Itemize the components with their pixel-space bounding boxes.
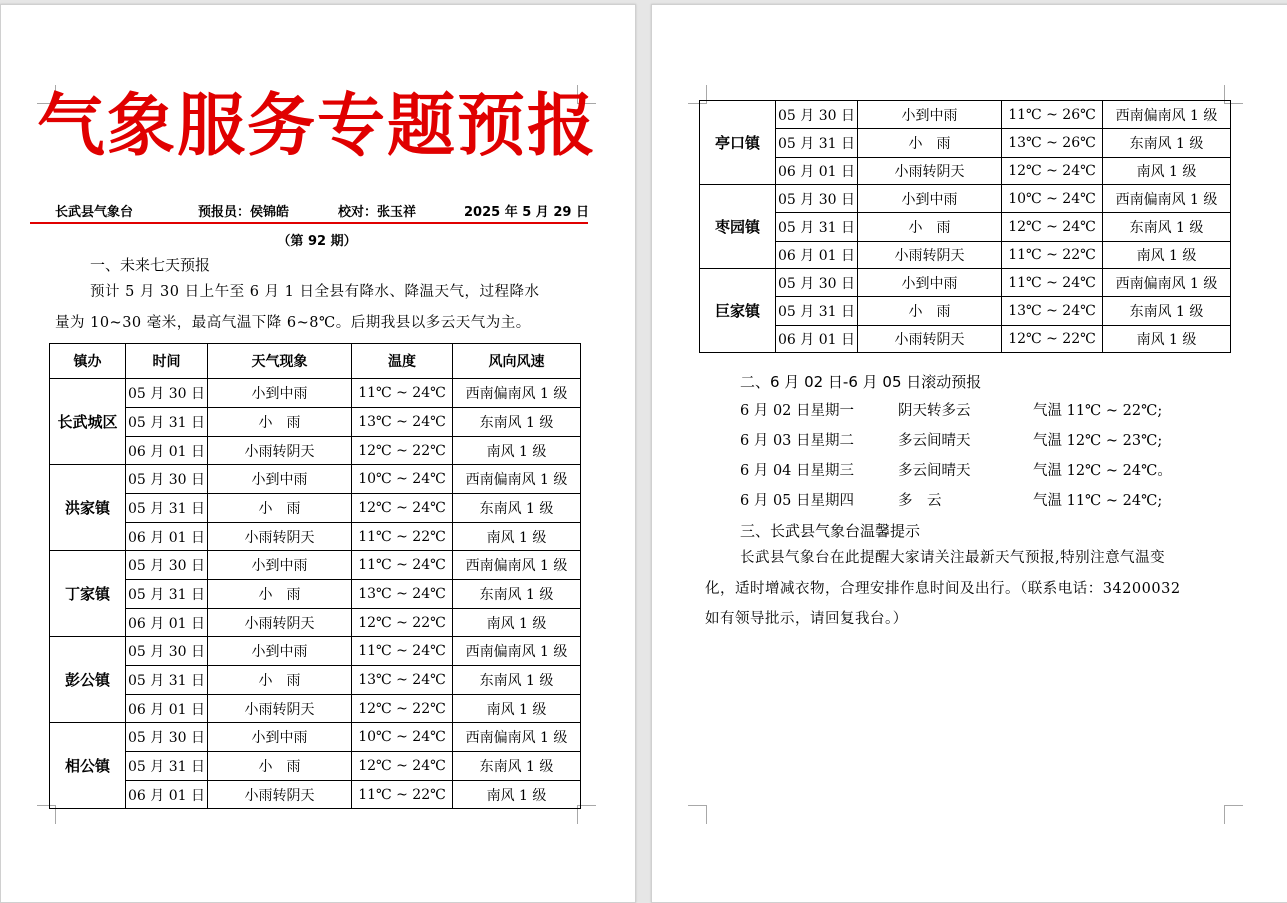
wind-cell: 西南偏南风 1 级	[453, 379, 581, 408]
wind-cell: 南风 1 级	[453, 695, 581, 723]
weather-cell: 小 雨	[208, 666, 352, 695]
weather-cell: 小到中雨	[208, 551, 352, 580]
header-info-row	[55, 201, 589, 221]
rolling-weather: 多 云	[898, 493, 942, 509]
weather-cell: 小到中雨	[208, 465, 352, 494]
document-title: 气象服务专题预报	[36, 87, 597, 166]
temp-cell: 12℃ ~ 24℃	[1002, 213, 1103, 242]
weather-cell: 小到中雨	[858, 269, 1002, 297]
wind-cell: 西南偏南风 1 级	[453, 465, 581, 494]
wind-cell: 西南偏南风 1 级	[1103, 185, 1231, 213]
section3-line1: 长武县气象台在此提醒大家请关注最新天气预报,特别注意气温变	[740, 550, 1166, 566]
wind-cell: 东南风 1 级	[453, 580, 581, 609]
temp-cell: 10℃ ~ 24℃	[1002, 185, 1103, 213]
temp-cell: 10℃ ~ 24℃	[352, 465, 453, 494]
rolling-forecast-line	[740, 456, 1200, 486]
temp-cell: 13℃ ~ 24℃	[352, 408, 453, 437]
rolling-weather: 多云间晴天	[898, 463, 971, 479]
rolling-temp: 气温 11℃ ~ 22℃;	[1033, 403, 1163, 419]
weather-cell: 小雨转阴天	[858, 158, 1002, 185]
weather-cell: 小雨转阴天	[208, 523, 352, 551]
temp-cell: 11℃ ~ 22℃	[352, 523, 453, 551]
section3-line3: 如有领导批示，请回复我台。）	[705, 611, 908, 627]
wind-cell: 南风 1 级	[1103, 158, 1231, 185]
temp-cell: 12℃ ~ 22℃	[352, 437, 453, 465]
table-row	[50, 752, 581, 781]
table-row	[700, 158, 1231, 185]
date-cell: 06 月 01 日	[126, 609, 208, 637]
weather-cell: 小 雨	[858, 213, 1002, 242]
weather-cell: 小 雨	[858, 129, 1002, 158]
temp-cell: 12℃ ~ 22℃	[352, 695, 453, 723]
wind-cell: 南风 1 级	[453, 523, 581, 551]
weather-cell: 小到中雨	[208, 379, 352, 408]
rolling-temp: 气温 12℃ ~ 23℃;	[1033, 433, 1163, 449]
date-cell: 05 月 30 日	[776, 101, 858, 129]
table-row	[50, 781, 581, 809]
issue-number: （第 92 期）	[277, 234, 357, 249]
forecast-table	[49, 343, 581, 809]
wind-cell: 西南偏南风 1 级	[453, 637, 581, 666]
temp-cell: 11℃ ~ 24℃	[352, 551, 453, 580]
temp-cell: 12℃ ~ 24℃	[1002, 158, 1103, 185]
table-header-row	[50, 344, 581, 379]
date-cell: 05 月 31 日	[126, 666, 208, 695]
temp-cell: 11℃ ~ 24℃	[1002, 269, 1103, 297]
wind-cell: 东南风 1 级	[1103, 297, 1231, 326]
wind-cell: 西南偏南风 1 级	[453, 551, 581, 580]
temp-cell: 11℃ ~ 24℃	[352, 637, 453, 666]
date-cell: 05 月 31 日	[126, 408, 208, 437]
table-row	[700, 129, 1231, 158]
rolling-day: 6 月 03 日星期二	[740, 433, 855, 449]
table-row	[50, 609, 581, 637]
date-cell: 05 月 31 日	[126, 494, 208, 523]
date-cell: 05 月 31 日	[776, 297, 858, 326]
table-row	[50, 408, 581, 437]
rolling-temp: 气温 12℃ ~ 24℃。	[1033, 463, 1172, 479]
temp-cell: 11℃ ~ 22℃	[352, 781, 453, 809]
section2-heading: 二、6 月 02 日-6 月 05 日滚动预报	[740, 373, 982, 391]
table-row	[50, 465, 581, 494]
temp-cell: 12℃ ~ 22℃	[352, 609, 453, 637]
table-row	[50, 723, 581, 752]
rolling-day: 6 月 05 日星期四	[740, 493, 855, 509]
table-row	[700, 269, 1231, 297]
wind-cell: 东南风 1 级	[453, 666, 581, 695]
table-row	[700, 101, 1231, 129]
col-header-wind: 风向风速	[453, 344, 581, 379]
weather-cell: 小到中雨	[208, 637, 352, 666]
temp-cell: 13℃ ~ 24℃	[352, 666, 453, 695]
weather-cell: 小雨转阴天	[858, 242, 1002, 269]
table-row	[50, 580, 581, 609]
date-cell: 06 月 01 日	[776, 242, 858, 269]
corner-mark	[688, 805, 707, 824]
weather-cell: 小到中雨	[208, 723, 352, 752]
weather-cell: 小 雨	[208, 408, 352, 437]
weather-cell: 小雨转阴天	[858, 326, 1002, 353]
rolling-forecast-line	[740, 396, 1200, 426]
date-cell: 05 月 30 日	[126, 465, 208, 494]
proofreader: 校对：张玉祥	[338, 205, 417, 220]
rolling-forecast-line	[740, 426, 1200, 456]
table-row	[700, 185, 1231, 213]
wind-cell: 东南风 1 级	[453, 408, 581, 437]
rolling-temp: 气温 11℃ ~ 24℃;	[1033, 493, 1163, 509]
temp-cell: 11℃ ~ 24℃	[352, 379, 453, 408]
date-cell: 05 月 30 日	[126, 637, 208, 666]
wind-cell: 南风 1 级	[453, 609, 581, 637]
temp-cell: 13℃ ~ 26℃	[1002, 129, 1103, 158]
table-row	[50, 494, 581, 523]
rolling-weather: 多云间晴天	[898, 433, 971, 449]
table-row	[50, 637, 581, 666]
table-row	[700, 326, 1231, 353]
table-row	[50, 551, 581, 580]
wind-cell: 西南偏南风 1 级	[1103, 101, 1231, 129]
town-name-cell: 巨家镇	[700, 269, 776, 353]
col-header-town: 镇办	[50, 344, 126, 379]
date-cell: 06 月 01 日	[126, 523, 208, 551]
date-cell: 06 月 01 日	[126, 695, 208, 723]
date-cell: 06 月 01 日	[126, 781, 208, 809]
temp-cell: 11℃ ~ 22℃	[1002, 242, 1103, 269]
table-row	[50, 379, 581, 408]
wind-cell: 东南风 1 级	[453, 494, 581, 523]
date-cell: 06 月 01 日	[126, 437, 208, 465]
rolling-day: 6 月 04 日星期三	[740, 463, 855, 479]
rolling-forecast-line	[740, 486, 1200, 516]
temp-cell: 11℃ ~ 26℃	[1002, 101, 1103, 129]
forecaster: 预报员：侯锦皓	[198, 205, 290, 220]
weather-cell: 小雨转阴天	[208, 781, 352, 809]
weather-cell: 小 雨	[858, 297, 1002, 326]
weather-cell: 小 雨	[208, 580, 352, 609]
col-header-temp: 温度	[352, 344, 453, 379]
table-row	[700, 213, 1231, 242]
date-cell: 06 月 01 日	[776, 158, 858, 185]
rolling-day: 6 月 02 日星期一	[740, 403, 855, 419]
weather-cell: 小到中雨	[858, 101, 1002, 129]
col-header-weather: 天气现象	[208, 344, 352, 379]
wind-cell: 西南偏南风 1 级	[453, 723, 581, 752]
wind-cell: 西南偏南风 1 级	[1103, 269, 1231, 297]
town-name-cell: 彭公镇	[50, 637, 126, 723]
col-header-date: 时间	[126, 344, 208, 379]
date-cell: 05 月 31 日	[126, 752, 208, 781]
town-name-cell: 丁家镇	[50, 551, 126, 637]
section1-para-line1: 预计 5 月 30 日上午至 6 月 1 日全县有降水、降温天气，过程降水	[90, 284, 540, 300]
temp-cell: 10℃ ~ 24℃	[352, 723, 453, 752]
rolling-weather: 阴天转多云	[898, 403, 971, 419]
wind-cell: 南风 1 级	[453, 437, 581, 465]
town-name-cell: 枣园镇	[700, 185, 776, 269]
wind-cell: 东南风 1 级	[453, 752, 581, 781]
temp-cell: 12℃ ~ 24℃	[352, 752, 453, 781]
weather-cell: 小 雨	[208, 494, 352, 523]
date-cell: 05 月 30 日	[126, 723, 208, 752]
header-red-rule	[30, 222, 588, 224]
corner-mark	[1224, 805, 1243, 824]
wind-cell: 东南风 1 级	[1103, 213, 1231, 242]
weather-cell: 小雨转阴天	[208, 609, 352, 637]
table-row	[700, 242, 1231, 269]
section3-heading: 三、长武县气象台温馨提示	[740, 522, 921, 540]
wind-cell: 东南风 1 级	[1103, 129, 1231, 158]
town-name-cell: 洪家镇	[50, 465, 126, 551]
town-name-cell: 长武城区	[50, 379, 126, 465]
temp-cell: 13℃ ~ 24℃	[1002, 297, 1103, 326]
weather-cell: 小到中雨	[858, 185, 1002, 213]
town-name-cell: 相公镇	[50, 723, 126, 809]
wind-cell: 南风 1 级	[453, 781, 581, 809]
date-cell: 05 月 31 日	[776, 129, 858, 158]
table-row	[50, 523, 581, 551]
wind-cell: 南风 1 级	[1103, 326, 1231, 353]
issue-date: 2025 年 5 月 29 日	[464, 205, 589, 220]
weather-cell: 小 雨	[208, 752, 352, 781]
date-cell: 05 月 30 日	[126, 551, 208, 580]
table-row	[50, 666, 581, 695]
station-name: 长武县气象台	[55, 205, 134, 220]
weather-cell: 小雨转阴天	[208, 437, 352, 465]
wind-cell: 南风 1 级	[1103, 242, 1231, 269]
temp-cell: 12℃ ~ 22℃	[1002, 326, 1103, 353]
forecast-table-continued	[699, 100, 1231, 353]
temp-cell: 12℃ ~ 24℃	[352, 494, 453, 523]
date-cell: 05 月 30 日	[776, 269, 858, 297]
table-row	[50, 437, 581, 465]
date-cell: 05 月 30 日	[776, 185, 858, 213]
date-cell: 05 月 31 日	[776, 213, 858, 242]
section1-para-line2: 量为 10~30 毫米，最高气温下降 6~8℃。后期我县以多云天气为主。	[55, 315, 531, 331]
town-name-cell: 亭口镇	[700, 101, 776, 185]
table-row	[700, 297, 1231, 326]
date-cell: 06 月 01 日	[776, 326, 858, 353]
date-cell: 05 月 31 日	[126, 580, 208, 609]
section1-heading: 一、未来七天预报	[90, 256, 211, 274]
weather-cell: 小雨转阴天	[208, 695, 352, 723]
section3-line2: 化，适时增减衣物，合理安排作息时间及出行。（联系电话：34200032	[705, 581, 1181, 597]
date-cell: 05 月 30 日	[126, 379, 208, 408]
temp-cell: 13℃ ~ 24℃	[352, 580, 453, 609]
table-row	[50, 695, 581, 723]
